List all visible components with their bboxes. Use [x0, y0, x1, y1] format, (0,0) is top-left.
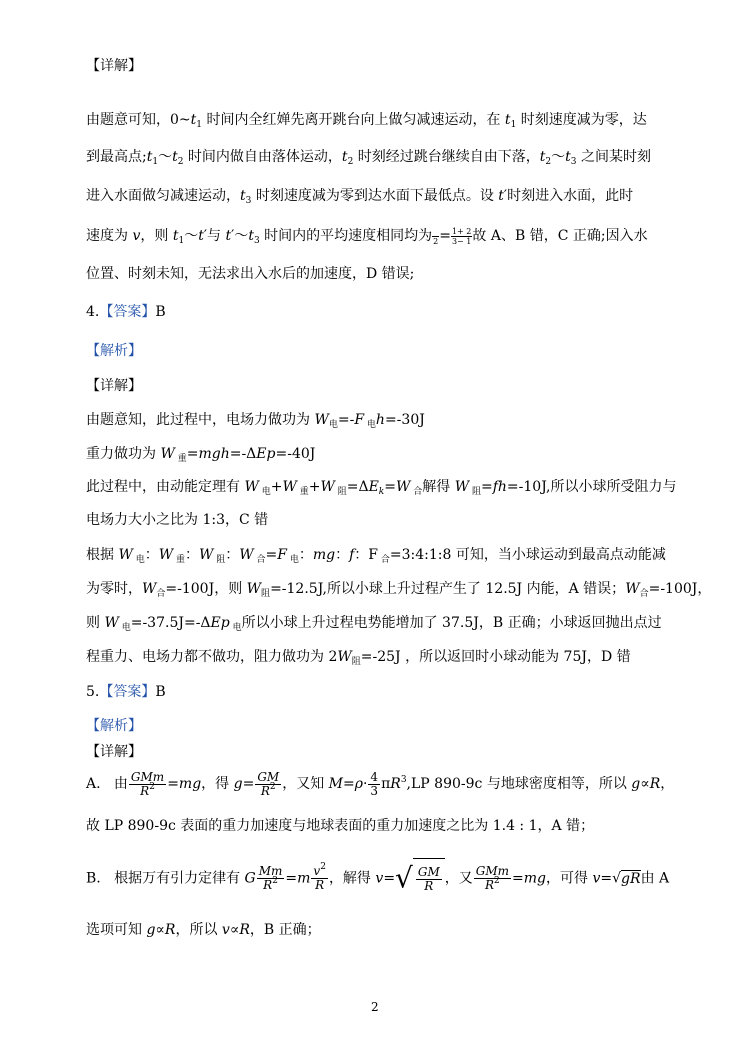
s3-line-1: 由题意可知，$0\sim t_1$ 时间内全红婵先离开跳台向上做匀减速运动，在 $t_1$ 时刻速度减为零，达	[86, 112, 647, 130]
page-number: 2	[371, 1000, 379, 1014]
q4-line-2: 重力做功为 W $_重$=mgh=-ΔEp=-40J	[86, 446, 316, 464]
q4-line-4: 电场力大小之比为 1:3，C 错	[86, 512, 269, 528]
q4-answer-line	[86, 302, 166, 322]
q5-answer: B	[155, 684, 166, 700]
q5-number: 5.	[86, 684, 100, 700]
sqrt-gm-over-r: √ $\frac{GM}{R}$	[395, 858, 445, 899]
q5-option-a-line-2: 故 LP 890-9c 表面的重力加速度与地球表面的重力加速度之比为 1.4 : 1，A 错；	[86, 818, 595, 834]
q5-answer-tag: 【答案】	[99, 684, 156, 700]
fraction-v-over-2: 2	[432, 227, 439, 246]
fraction-v1-plus-v2: $\frac{1+ 2}{3- 1}$	[451, 226, 472, 246]
q4-line-3: 此过程中，由动能定理有 W $_电$+W $_重$+W $_阻=\Delta E_k=W$ $_合$解得 W $_阻$=fh=-10J,所以小球所受阻力与	[86, 479, 677, 497]
q5-option-a-line-1: A. 由 $\frac{\text{GMm}}{R^2}$ =mg，得 g= $\frac{GM}{R^2}$ ，又知 M=ρ· $\frac{4}{3}$ $\pi R^3,LP$ 890-9c 与地球密度相等，所以 g∝R，	[86, 769, 675, 798]
q4-answer-tag: 【答案】	[99, 304, 156, 320]
s3-line-2: 到最高点$;t_1\sim t_2$ 时间内做自由落体运动，$t_2$ 时刻经过跳台继续自由下落，$t_2\sim t_3$ 之间某时刻	[86, 149, 651, 167]
q4-answer: B	[155, 304, 166, 320]
q5-option-b-line-1: B. 根据万有引力定律有 G $\frac{Mm}{R^2}$ =m $\frac{v^2}{R}$ ，解得 v=√ $\frac{GM}{R}$ ，又 $\frac{\text{GMm}}{R^2}$ =mg，可得 v=√gR由 A	[86, 858, 669, 899]
q4-line-6: 为零时，$W_合=-100J$，则 $W_阻=-12.5J$,所以小球上升过程产生了 12.5J 内能，A 错误；$W_合=-100J$，	[86, 581, 712, 599]
q4-number: 4.	[86, 304, 100, 320]
q5-option-b-line-2: 选项可知 g∝R，所以 v∝R，B 正确；	[86, 922, 321, 938]
q4-line-5: 根据 W $_电$：W $_重$：W $_阻$：W $_合$=F $_电$：mg：f：F $_合$=3:4:1:8 可知，当小球运动到最高点动能减	[86, 547, 666, 565]
q4-line-8: 程重力、电场力都不做功，阻力做功为 $2W_阻=-25J$ ，所以返回时小球动能为 75J，D 错	[86, 649, 631, 667]
s3-line-3: 进入水面做匀减速运动，$t_3$ 时刻速度减为零到达水面下最低点。设 t′时刻进入水面，此时	[86, 188, 634, 206]
q4-analysis-tag: 【解析】	[86, 343, 142, 359]
q5-answer-line	[86, 682, 166, 702]
s3-line-5: 位置、时刻未知，无法求出入水后的加速度，D 错误;	[86, 266, 415, 282]
q4-line-1: 由题意知，此过程中，电场力做功为 $W_电=-F$ $_电$h=-30J	[86, 412, 425, 430]
s3-line-4: 速度为 v，则 $t_1\sim t'$与 $t'\sim t_3$ 时间内的平均速度相同均为 2 = $\frac{1+ 2}{3- 1}$ 故 A、B 错，C 正确;因入水	[86, 226, 648, 246]
q4-detail-tag: 【详解】	[86, 378, 142, 394]
q5-detail-tag: 【详解】	[86, 744, 142, 760]
detail-heading-3: 【详解】	[86, 58, 142, 74]
q5-analysis-tag: 【解析】	[86, 718, 142, 734]
q4-line-7: 则 W $_电$=-37.5J=-ΔEp $_电$所以小球上升过程电势能增加了 37.5J，B 正确；小球返回抛出点过	[86, 615, 662, 633]
